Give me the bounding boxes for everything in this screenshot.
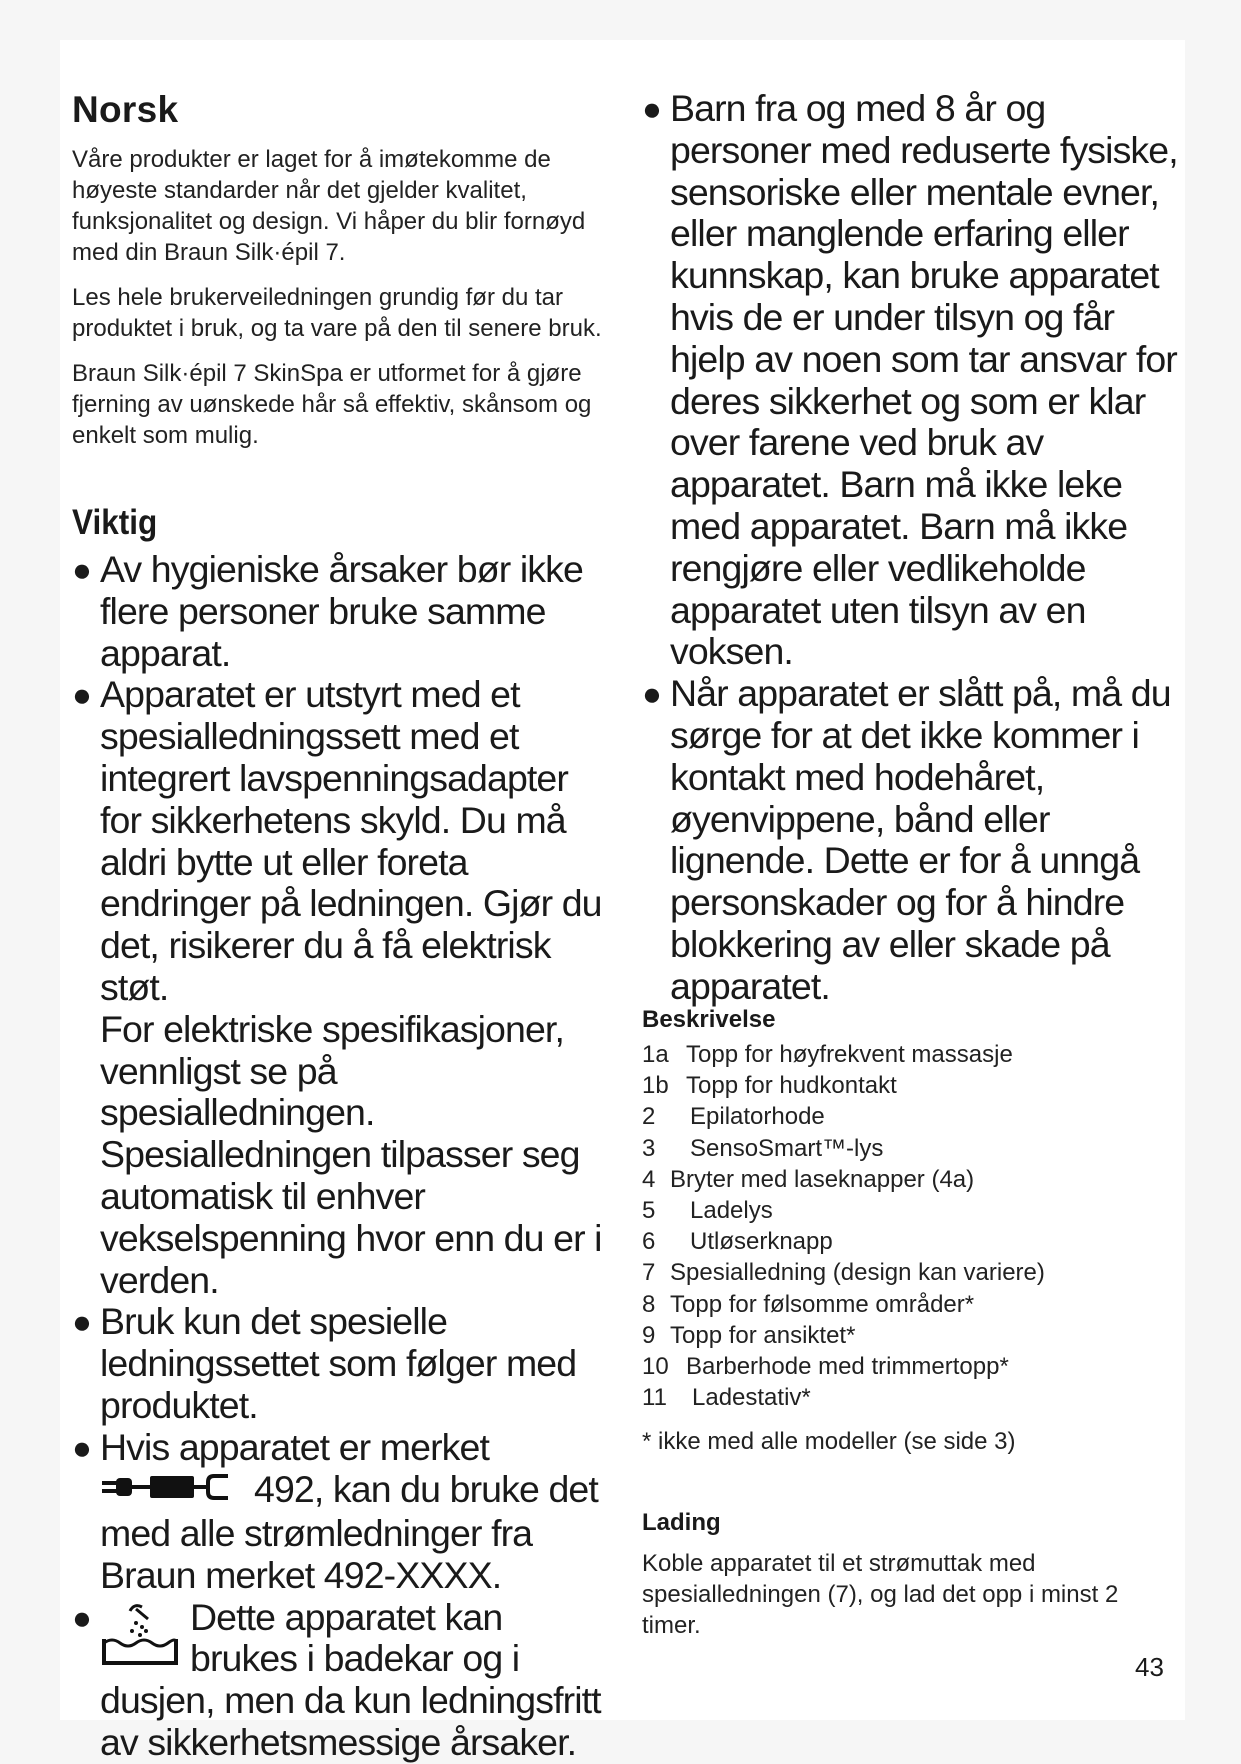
list-item: [642, 1257, 1162, 1288]
bullet-text-electrical-spec: For elektriske spesifikasjoner, vennligst se på spesialledningen. Spesialledningen tilpasser seg automatisk til enhver vekselspenning hvor enn du er i verden.: [100, 1007, 602, 1301]
description-heading: Beskrivelse: [642, 1006, 776, 1033]
list-item: [642, 1382, 1162, 1413]
list-item: [72, 1597, 612, 1764]
bullet-text-cord-set: Apparatet er utstyrt med et spesialledningssett med et integrert lavspenningsadapter for sikkerhetens skyld. Du må aldri bytte ut eller foreta endringer på ledningen. Gjør du det, risikerer du å få elektrisk støt.: [100, 673, 602, 1008]
right-column: [642, 88, 1182, 1008]
charging-heading: Lading: [642, 1509, 721, 1536]
charging-section: [642, 1508, 1162, 1641]
item-number: 4: [642, 1165, 656, 1193]
item-number: 1b: [642, 1072, 669, 1100]
item-text: Ladestativ*: [692, 1384, 811, 1412]
item-text: SensoSmart™-lys: [690, 1134, 884, 1162]
list-item: [642, 1226, 1162, 1257]
left-column: [72, 88, 612, 1764]
intro-paragraph-3: Braun Silk·épil 7 SkinSpa er utformet for å gjøre fjerning av uønskede hår så effektiv, skånsom og enkelt som mulig.: [72, 360, 592, 449]
item-number: 9: [642, 1321, 656, 1349]
item-text: Epilatorhode: [690, 1103, 825, 1131]
list-item: [642, 1039, 1162, 1070]
list-item: [642, 1101, 1162, 1132]
list-item: [642, 1289, 1162, 1320]
item-text: Bryter med laseknapper (4a): [670, 1165, 975, 1193]
item-number: 11: [642, 1384, 667, 1412]
bullet-icon: ●: [72, 1598, 92, 1636]
bullet-icon: ●: [72, 1428, 92, 1466]
item-text: Spesialledning (design kan variere): [670, 1259, 1045, 1287]
bullet-icon: ●: [642, 675, 662, 713]
list-item: [642, 88, 1182, 673]
bullet-text-marking-b: 492, kan du bruke det med alle strømledninger fra Braun merket 492-XXXX.: [100, 1467, 598, 1596]
item-text: Ladelys: [690, 1197, 773, 1225]
intro-paragraph-2: Les hele brukerveiledningen grundig før du tar produktet i bruk, og ta vare på den til senere bruk.: [72, 284, 602, 342]
list-item: [642, 1164, 1162, 1195]
important-heading: Viktig: [72, 503, 158, 542]
charging-text: Koble apparatet til et strømuttak med spesialledningen (7), og lad det opp i minst 2 timer.: [642, 1550, 1119, 1639]
item-number: 8: [642, 1290, 656, 1318]
list-item: [72, 674, 612, 1301]
bullet-text-hygiene: Av hygieniske årsaker bør ikke flere personer bruke samme apparat.: [100, 548, 583, 674]
list-item: [642, 1320, 1162, 1351]
list-item: [642, 1351, 1162, 1382]
list-item: [642, 1070, 1162, 1101]
item-text: Topp for følsomme områder*: [670, 1290, 975, 1318]
item-text: Topp for hudkontakt: [686, 1072, 897, 1100]
page-title: Norsk: [72, 89, 179, 130]
item-text: Barberhode med trimmertopp*: [686, 1353, 1009, 1381]
important-list: [72, 549, 612, 1764]
item-number: 2: [642, 1103, 656, 1131]
models-footnote: * ikke med alle modeller (se side 3): [642, 1428, 1016, 1456]
bullet-icon: ●: [72, 1303, 92, 1341]
intro-paragraph-1: Våre produkter er laget for å imøtekomme de høyeste standarder når det gjelder kvalitet, funksjonalitet og design. Vi håper du blir fornøyd med din Braun Silk·épil 7.: [72, 146, 586, 266]
description-list: [642, 1039, 1162, 1413]
item-number: 5: [642, 1197, 656, 1225]
bullet-icon: ●: [72, 551, 92, 588]
item-text: Utløserknapp: [690, 1228, 833, 1256]
bullet-text-bath: Dette apparatet kan brukes i badekar og i dusjen, men da kun ledningsfritt av sikkerhetsmessige årsaker.: [100, 1595, 601, 1763]
item-number: 3: [642, 1134, 656, 1162]
bullet-text-special-cord: Bruk kun det spesielle ledningssettet som følger med produktet.: [100, 1300, 577, 1426]
item-number: 6: [642, 1228, 656, 1256]
bullet-text-children: Barn fra og med 8 år og personer med reduserte fysiske, sensoriske eller mentale evner, eller manglende erfaring eller kunnskap, kan bruke apparatet hvis de er under tilsyn og får hjelp av noen som tar ansvar for deres sikkerhet og som er klar over farene ved bruk av apparatet. Barn må ikke leke med apparatet. Barn må ikke rengjøre eller vedlikeholde apparatet uten tilsyn av en voksen.: [670, 87, 1178, 673]
list-item: [642, 673, 1182, 1007]
bullet-text-hair-contact: Når apparatet er slått på, må du sørge for at det ikke kommer i kontakt med hodehåret, øyenvippene, bånd eller lignende. Dette er for å unngå personskader og for å hindre blokkering av eller skade på apparatet.: [670, 672, 1171, 1007]
list-item: [642, 1195, 1162, 1226]
bullet-text-marking-a: Hvis apparatet er merket: [100, 1425, 489, 1468]
description-section: [642, 1005, 1162, 1457]
page-number: 43: [1135, 1652, 1164, 1682]
list-item: [72, 549, 612, 674]
item-number: 1a: [642, 1041, 669, 1068]
list-item: [642, 1133, 1162, 1164]
list-item: [72, 1427, 612, 1597]
item-number: 10: [642, 1353, 669, 1381]
bullet-icon: ●: [642, 90, 662, 127]
item-text: Topp for høyfrekvent massasje: [686, 1041, 1013, 1068]
plug-cord-icon: [100, 1470, 250, 1513]
shower-bath-icon: [100, 1601, 180, 1680]
bullet-icon: ●: [72, 676, 92, 714]
list-item: [72, 1301, 612, 1426]
item-text: Topp for ansiktet*: [670, 1321, 856, 1349]
item-number: 7: [642, 1259, 656, 1287]
important-list-continued: [642, 88, 1182, 1008]
